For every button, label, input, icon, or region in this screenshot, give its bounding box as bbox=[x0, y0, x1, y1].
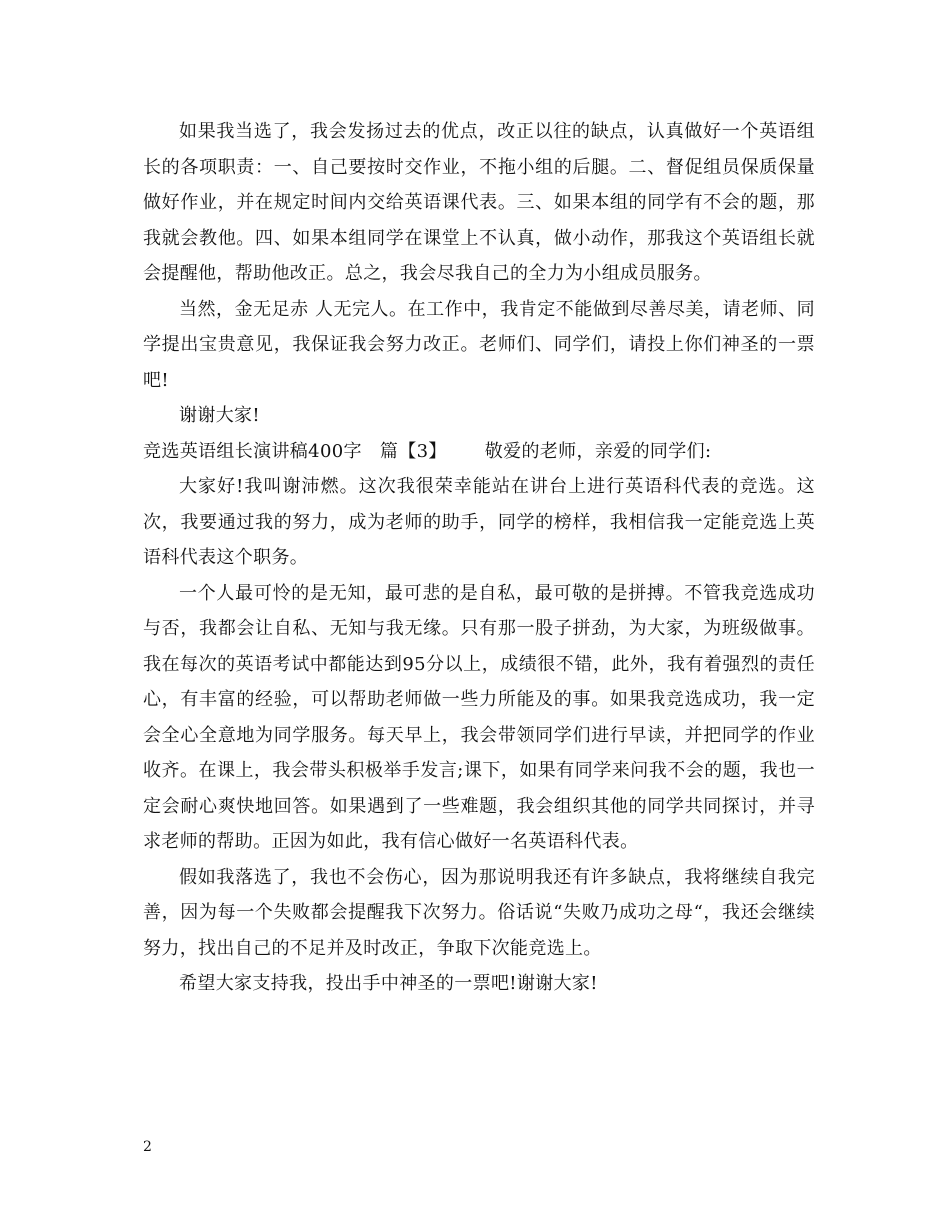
page-number: 2 bbox=[143, 1139, 152, 1155]
paragraph-apology: 当然，金无足赤 人无完人。在工作中，我肯定不能做到尽善尽美，请老师、同学提出宝贵意见，我保证我会努力改正。老师们、同学们，请投上你们神圣的一票吧! bbox=[143, 298, 815, 391]
section-part: 篇【3】 bbox=[379, 440, 447, 462]
paragraph-if-lose: 假如我落选了，我也不会伤心，因为那说明我还有许多缺点，我将继续自我完善，因为每一个失败都会提醒我下次努力。俗话说“失败乃成功之母“，我还会继续努力，找出自己的不足并及时改正，争取下次能竞选上。 bbox=[143, 866, 815, 959]
paragraph-intro: 大家好!我叫谢沛燃。这次我很荣幸能站在讲台上进行英语科代表的竞选。这次，我要通过我的努力，成为老师的助手，同学的榜样，我相信我一定能竞选上英语科代表这个职务。 bbox=[143, 476, 815, 568]
paragraph-thanks: 谢谢大家! bbox=[179, 405, 260, 426]
section-greeting: 敬爱的老师，亲爱的同学们: bbox=[484, 440, 712, 462]
paragraph-closing: 希望大家支持我，投出手中神圣的一票吧!谢谢大家! bbox=[179, 973, 598, 994]
paragraph-duties: 如果我当选了，我会发扬过去的优点，改正以往的缺点，认真做好一个英语组长的各项职责：一、自己要按时交作业，不拖小组的后腿。二、督促组员保质保量做好作业，并在规定时间内交给英语课代表。三、如果本组的同学有不会的题，那我就会教他。四、如果本组同学在课堂上不认真，做小动作，那我这个英语组长就会提醒他，帮助他改正。总之，我会尽我自己的全力为小组成员服务。 bbox=[143, 121, 815, 284]
section-heading bbox=[143, 434, 815, 470]
document-body bbox=[143, 114, 815, 1002]
section-title: 竞选英语组长演讲稿400字 bbox=[143, 440, 362, 462]
paragraph-qualifications: 一个人最可怜的是无知，最可悲的是自私，最可敬的是拼搏。不管我竞选成功与否，我都会让自私、无知与我无缘。只有那一股子拼劲，为大家，为班级做事。我在每次的英语考试中都能达到95分以上，成绩很不错，此外，我有着强烈的责任心，有丰富的经验，可以帮助老师做一些力所能及的事。如果我竞选成功，我一定会全心全意地为同学服务。每天早上，我会带领同学们进行早读，并把同学的作业收齐。在课上，我会带头积极举手发言;课下，如果有同学来问我不会的题，我也一定会耐心爽快地回答。如果遇到了一些难题，我会组织其他的同学共同探讨，并寻求老师的帮助。正因为如此，我有信心做好一名英语科代表。 bbox=[143, 582, 815, 852]
